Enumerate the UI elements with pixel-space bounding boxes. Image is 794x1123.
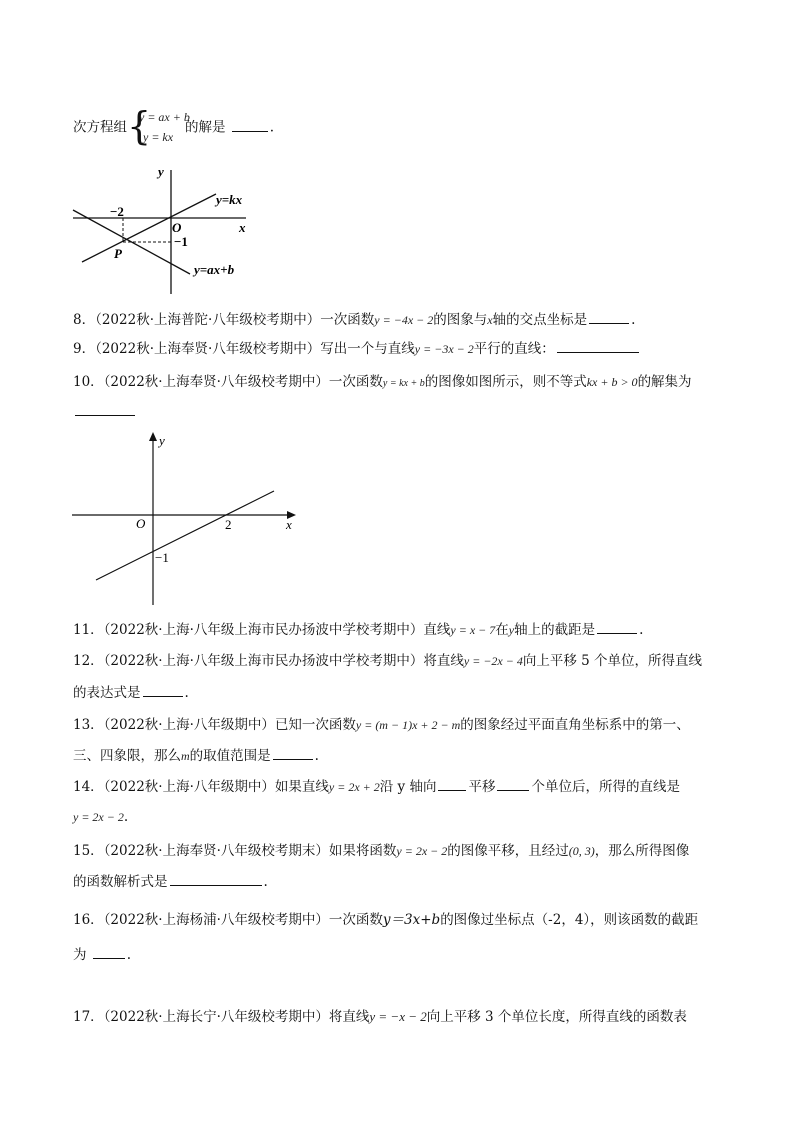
q16-line-2-text: 为 [73,947,87,963]
q14-direction-blank[interactable] [438,778,466,791]
question-8 [73,311,635,329]
q13-line-2-text-b: 的取值范围是 [189,748,271,764]
q12-source: （2022秋·上海·八年级上海市民办扬波中学校考期中） [103,653,424,669]
question-9 [73,340,641,358]
question-10 [73,373,692,393]
q17-equation: y = −x − 2 [369,1009,427,1024]
q10-text-3: 的解集为 [637,374,692,390]
q14-text-1: 如果直线 [274,779,329,795]
q14-result-equation: y = 2x − 2 [73,810,124,824]
graph2-y-tick: −1 [155,550,169,565]
question-15-line-2 [73,873,268,891]
q12-number: 12． [73,653,104,669]
graph1-line2-label: y=ax+b [194,262,235,277]
q7-end: . [269,119,275,136]
q16-answer-blank[interactable] [93,946,125,959]
q12-end: . [184,685,189,701]
q11-equation: y = x − 7 [450,623,496,637]
q14-units-blank[interactable] [497,778,529,791]
q7-prefix: 次方程组 [73,119,127,136]
q13-equation: y = (m − 1)x + 2 − m [355,718,461,732]
q10-source: （2022秋·上海奉贤·八年级校考期中） [103,374,329,390]
graph2-line [96,491,274,580]
q9-text-2: 平行的直线： [473,341,555,357]
q17-text-1: 将直线 [328,1009,370,1025]
q17-number: 17． [73,1009,104,1025]
question-7-line [73,104,275,148]
q9-number: 9． [73,341,96,357]
q8-text-2: 的图象与 [433,312,488,328]
graph1-y-label: y [158,164,164,179]
graph2-y-label: y [159,433,165,448]
q14-text-3: 平移 [468,779,496,795]
q11-text-2: 在 [495,622,509,638]
q8-end: . [631,312,636,328]
q15-text-2: 的图像平移，且经过 [447,843,569,859]
q13-text-2: 的图象经过平面直角坐标系中的第一、 [460,717,690,733]
question-11 [73,621,643,639]
q14-text-2: 沿 y 轴向 [379,779,437,795]
q10-text-2: 的图像如图所示，则不等式 [424,374,587,390]
q14-number: 14． [73,779,104,795]
q10-inequality: kx + b > 0 [586,375,638,389]
q14-text-4: 个单位后，所得的直线是 [531,779,680,795]
graph2-origin-label: O [136,516,146,531]
q7-eq1: y = ax + b [139,110,190,124]
q11-end: . [639,622,644,638]
graph1-origin-label: O [172,220,182,235]
q15-line-2-text: 的函数解析式是 [73,874,168,890]
q13-end: . [314,748,319,764]
q8-equation: y = −4x − 2 [374,313,434,327]
question-12 [73,652,702,670]
q11-answer-blank[interactable] [597,621,637,634]
q12-equation: y = −2x − 4 [463,654,523,668]
q14-end: . [123,809,129,825]
question-14 [73,778,680,796]
q13-variable: m [181,749,190,763]
q15-equation: y = 2x − 2 [396,844,448,858]
q16-equation: y＝3x+b [382,912,441,928]
q15-source: （2022秋·上海奉贤·八年级校考期末） [103,843,329,859]
graph1-x-label: x [239,220,246,235]
q13-line-2-text-a: 三、四象限，那么 [73,748,181,764]
q15-number: 15． [73,843,104,859]
q8-text-3: 轴的交点坐标是 [492,312,588,328]
q17-source: （2022秋·上海长宁·八年级校考期中） [103,1009,329,1025]
q8-text-1: 一次函数 [320,312,375,328]
question-15 [73,842,689,860]
graph2-x-tick: 2 [225,517,232,532]
q13-answer-blank[interactable] [273,747,313,760]
question-16 [73,911,698,929]
graph1-line1-label: y=kx [216,192,243,207]
q16-end: . [126,947,132,963]
q12-line-2-text: 的表达式是 [73,685,141,701]
q10-text-1: 一次函数 [328,374,383,390]
q11-variable: y [508,623,515,637]
graph-1 [68,160,268,300]
q8-variable: x [487,313,493,327]
q13-text-1: 已知一次函数 [274,717,356,733]
graph1-y-tick: −1 [174,234,188,249]
question-16-line-2 [73,946,131,964]
q9-answer-blank[interactable] [557,340,639,353]
question-17 [73,1008,687,1026]
graph2-x-label: x [286,517,292,532]
graph-2 [68,430,308,610]
question-12-line-2 [73,684,189,702]
q16-text-2: 的图像过坐标点（-2，4），则该函数的截距 [440,912,699,928]
q14-equation: y = 2x + 2 [328,780,380,794]
q8-number: 8． [73,312,96,328]
q12-text-1: 将直线 [423,653,464,669]
q15-point: (0, 3) [568,844,595,858]
q9-equation: y = −3x − 2 [414,342,474,356]
q15-text-1: 如果将函数 [328,843,397,859]
graph1-point-label: P [114,246,122,261]
q9-source: （2022秋·上海奉贤·八年级校考期中） [95,341,321,357]
q17-text-2: 向上平移 3 个单位长度，所得直线的函数表 [426,1009,687,1025]
equation-system [127,104,190,148]
q15-end: . [263,874,268,890]
q16-number: 16． [73,912,104,928]
q7-eq2: y = kx [143,130,174,144]
q12-text-2: 向上平移 5 个单位，所得直线 [522,653,703,669]
q13-source: （2022秋·上海·八年级期中） [103,717,275,733]
q7-answer-blank[interactable] [232,119,268,132]
question-10-line-2 [73,403,137,421]
q10-number: 10． [73,374,104,390]
q11-text-3: 轴上的截距是 [514,622,596,638]
question-13-line-2 [73,747,319,765]
q11-source: （2022秋·上海·八年级上海市民办扬波中学校考期中） [103,622,424,638]
q7-suffix: 的解是 [185,119,226,136]
q14-source: （2022秋·上海·八年级期中） [103,779,275,795]
q10-equation: y = kx + b [382,378,425,389]
q9-text-1: 写出一个与直线 [320,341,415,357]
question-13 [73,716,690,734]
question-14-line-2 [73,808,128,826]
graph1-x-tick: −2 [110,204,124,219]
q10-answer-blank[interactable] [75,403,135,416]
q8-source: （2022秋·上海普陀·八年级校考期中） [95,312,321,328]
q16-text-1: 一次函数 [328,912,383,928]
q11-number: 11． [73,622,104,638]
q11-text-1: 直线 [423,622,451,638]
brace: { [127,104,152,148]
q15-text-3: ，那么所得图像 [594,843,690,859]
q8-answer-blank[interactable] [589,311,629,324]
q12-answer-blank[interactable] [143,684,183,697]
q13-number: 13． [73,717,104,733]
q16-source: （2022秋·上海杨浦·八年级校考期中） [103,912,329,928]
graph2-y-arrow [149,432,157,441]
q15-answer-blank[interactable] [170,873,262,886]
